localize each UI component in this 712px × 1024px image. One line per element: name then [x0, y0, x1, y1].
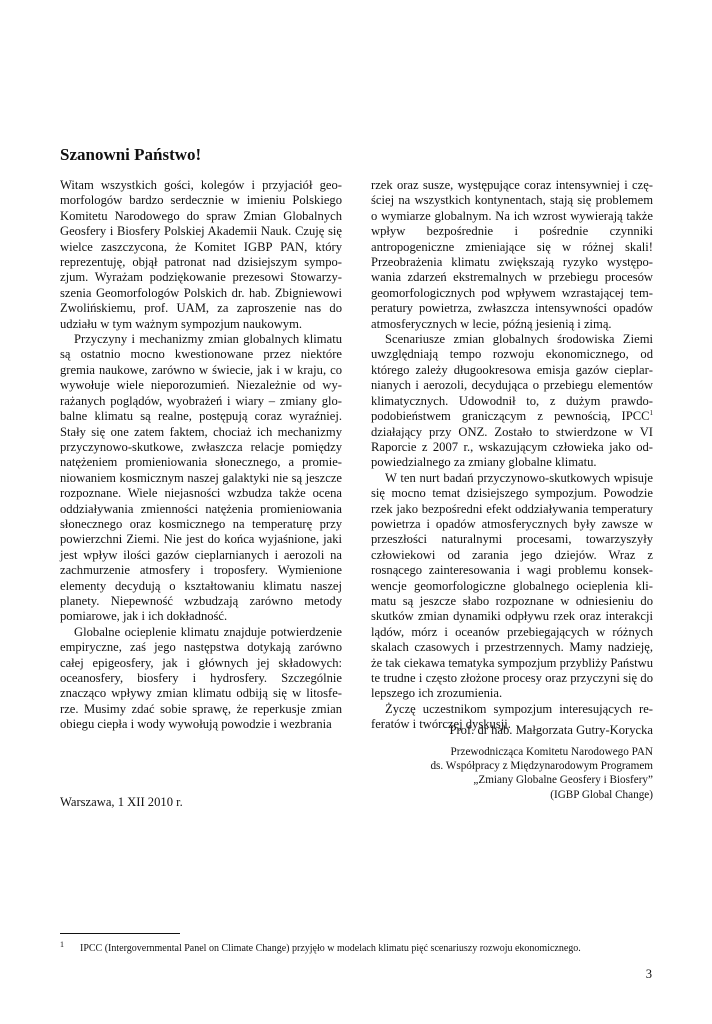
page-number: 3 — [645, 967, 652, 981]
signatory-role: (IGBP Global Change) — [550, 788, 653, 801]
paragraph: Witam wszystkich gości, kolegów i przyjaciół geomorfologów bardzo serdecznie w imieniu Polskiego Komitetu Narodowego do spraw Zmian Globalnych Geosfery i Biosfery Polskiej Akademii Nauk. Czuję się wielce zaszczycona, że Komitet IGBP PAN, który reprezentuję, objął patronat nad dzisiejszym sympozjum. Wyrażam podziękowanie prezesowi Stowarzyszenia Geomorfologów Polskich dr. hab. Zbigniewowi Zwolińskiemu, prof. UAM, za zaproszenie nas do udziału w tym ważnym sympozjum naukowym. — [60, 178, 342, 331]
signatory-role: Przewodnicząca Komitetu Narodowego PAN — [450, 746, 653, 758]
signatory-role: ds. Współpracy z Międzynarodowym Programem — [430, 760, 653, 773]
paragraph — [371, 332, 653, 471]
footnote-text: IPCC (Intergovernmental Panel on Climate Change) przyjęło w modelach klimatu pięć scenariuszy rozwoju ekonomicznego. — [80, 943, 581, 954]
paragraph: Globalne ocieplenie klimatu znajduje potwierdzenie empiryczne, zaś jego następstwa dotykają zarówno całej epigeosfery, jak i głównych jej składowych: oceanosfery, biosfery i hydrosfery. Szczególnie znacząco wpływy zmian klimatu odbiją się w litosferze. Musimy zdać sobie sprawę, że reperkusje zmian obiegu ciepła i wody wywołują powodzie i wezbrania — [60, 624, 342, 732]
paragraph: rzek oraz susze, występujące coraz intensywniej i częściej na wszystkich kontynentach, stają się problemem o wymiarze globalnym. Na ich wzrost wywierają także wpływ bezpośrednie i pośrednie czynniki antropogeniczne zmieniające się w różnej skali! Przeobrażenia klimatu zwiększają ryzyko występowania zdarzeń ekstremalnych w przebiegu procesów geomorfologicznych pod wpływem wzrastającej temperatury powietrza, zwłaszcza intensywności opadów atmosferycznych w lecie, późną jesienią i zimą. — [371, 178, 653, 331]
paragraph: Życzę uczestnikom sympozjum interesujących referatów i twórczej dyskusji. — [371, 701, 653, 732]
signature-block — [353, 722, 653, 802]
paragraph-text: Scenariusze zmian globalnych środowiska Ziemi uwzględniają tempo rozwoju ekonomicznego, od którego zależy długookresowa emisja gazów cieplarnianych i aerozoli, decydująca o przebiegu elementów klimatycznych. Udowodnił to, z dużym prawdopodobieństwem graniczącym z pewnością, IPCC — [371, 332, 653, 424]
paragraph: W ten nurt badań przyczynowo-skutkowych wpisuje się mocno temat dzisiejszego sympozjum. Powodzie rzek jako bezpośredni efekt oddziaływania temperatury powietrza i opadów atmosferycznych były zawsze w przeszłości naturalnymi procesami, towarzyszyły człowiekowi od zarania jego dziejów. Wraz z rosnącego zainteresowania i wagi problemu konsekwencje geomorfologiczne globalnego ocieplenia klimatu są jeszcze słabo rozpoznane w odniesieniu do skutków zmian dynamiki odpływu rzek oraz interakcji lądów, mórz i oceanów przebiegających w różnych skalach czasowych i przestrzennych. Mamy nadzieję, że tak ciekawa tematyka sympozjum przybliży Państwu te trudne i często złożone procesy oraz przyczyni się do lepszego ich zrozumienia. — [371, 470, 653, 701]
letter-heading: Szanowni Państwo! — [60, 145, 202, 164]
place-date: Warszawa, 1 XII 2010 r. — [60, 795, 183, 809]
right-column — [371, 178, 653, 733]
signatory-name: Prof. dr hab. Małgorzata Gutry-Korycka — [449, 723, 653, 737]
paragraph-text: działający przy ONZ. Zostało to stwierdzone w VI Raporcie z 2007 r., wskazującym człowieka jako odpowiedzialnego za zmiany globalne klimatu. — [371, 424, 653, 470]
footnote-reference: 1 — [649, 408, 653, 417]
signatory-role: „Zmiany Globalne Geosfery i Biosfery” — [473, 774, 653, 787]
footnote-marker: 1 — [60, 940, 64, 949]
footnote-divider — [60, 933, 180, 934]
left-column — [60, 178, 342, 733]
paragraph: Przyczyny i mechanizmy zmian globalnych klimatu są ostatnio mocno kwestionowane przez niektóre gremia naukowe, zarówno w świecie, jak i w kraju, co wywołuje wiele nieporozumień. Niezależnie od wyrażanych poglądów, wyobrażeń i wiary – zmiany globalne klimatu są realne, postępują coraz wyraźniej. Stały się one zatem faktem, chociaż ich mechanizmy przyczynowo-skutkowe, zwłaszcza relacje pomiędzy natężeniem promieniowania słonecznego, a promieniowaniem kosmicznym naszej galaktyki nie są jeszcze rozpoznane. Wiele niejasności wzbudza także ocena oddziaływania zmienności natężenia promieniowania słonecznego oraz kosmicznego na temperaturę przy powierzchni Ziemi. Nie jest do końca wyjaśnione, jaki jest wpływ ilości gazów cieplarnianych i aerozoli na zachmurzenie atmosfery i troposfery. Wymienione elementy decydują o kształtowaniu klimatu naszej planety. Niepewność wzbudzają zarówno metody pomiarowe, jak i ich dokładność. — [60, 332, 342, 624]
